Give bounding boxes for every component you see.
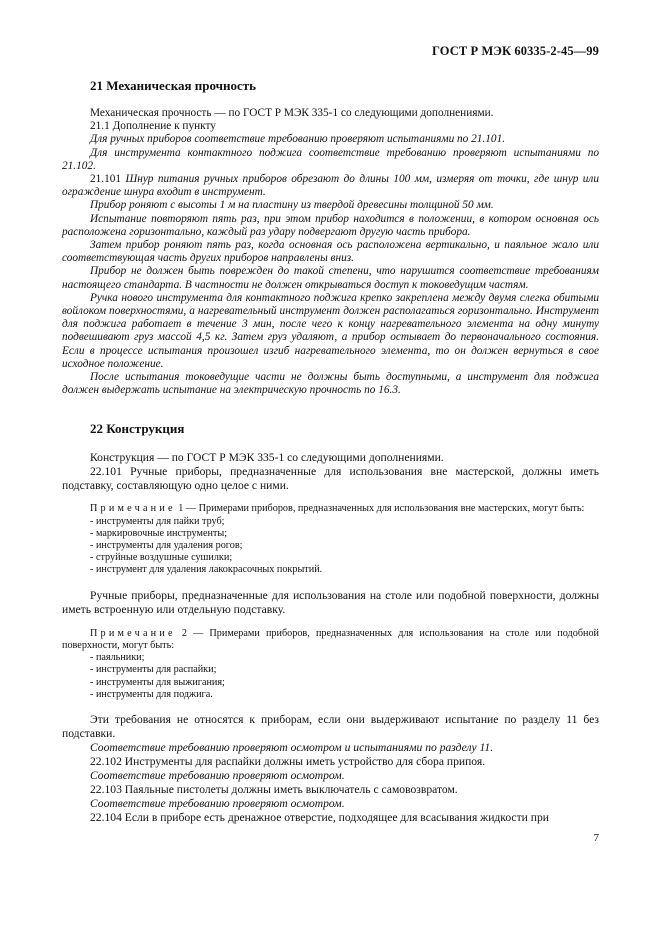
note-2 xyxy=(62,628,599,652)
paragraph: Механическая прочность — по ГОСТ Р МЭК 335-1 со следующими дополнениями. xyxy=(90,107,494,119)
paragraph: Соответствие требованию проверяют осмотром и испытаниями по разделу 11. xyxy=(90,740,494,754)
note-text: 2 — Примерами приборов, предназначенных для использования на столе или подобной поверхности, могут быть: xyxy=(62,627,599,651)
list-item: - струйные воздушные сушилки; xyxy=(90,552,233,564)
list-item: - инструменты для поджига. xyxy=(90,688,213,700)
paragraph: Соответствие требованию проверяют осмотром. xyxy=(90,796,345,810)
paragraph: Испытание повторяют пять раз, при этом прибор находится в положении, в котором основная ось расположена горизонтально, каждый раз удару подвергают другую часть прибора. xyxy=(62,212,599,238)
page-number: 7 xyxy=(593,832,599,844)
paragraph: 22.101 Ручные приборы, предназначенные для использования вне мастерской, должны иметь подставку, составляющую одно целое с ними. xyxy=(62,465,599,493)
list-item: - инструмент для удаления лакокрасочных покрытий. xyxy=(90,564,323,576)
paragraph: После испытания токоведущие части не должны быть доступными, а инструмент для поджига должен выдержать испытание на электрическую прочность по 16.3. xyxy=(62,371,599,397)
paragraph: 22.102 Инструменты для распайки должны иметь устройство для сбора припоя. xyxy=(90,754,486,768)
note-1-list xyxy=(62,516,599,577)
list-item: - инструменты для удаления рогов; xyxy=(90,540,243,552)
note-1 xyxy=(62,503,599,515)
section-21-title: 21 Механическая прочность xyxy=(90,78,257,93)
paragraph: Прибор не должен быть поврежден до такой степени, что нарушится соответствие требованиям настоящего стандарта. В частности не должен открываться доступ к токоведущим частям. xyxy=(62,265,599,291)
note-label: Примечание xyxy=(90,627,176,639)
note-2-list xyxy=(62,652,599,701)
paragraph: Прибор роняют с высоты 1 м на пластину из твердой древесины толщиной 50 мм. xyxy=(90,199,494,212)
list-item: - инструменты для пайки труб; xyxy=(90,515,225,527)
standard-header: ГОСТ Р МЭК 60335-2-45—99 xyxy=(432,44,599,58)
list-item: - паяльники; xyxy=(90,652,145,664)
list-item: - маркировочные инструменты; xyxy=(90,527,228,539)
paragraph: 22.103 Паяльные пистолеты должны иметь выключатель с самовозвратом. xyxy=(90,782,458,796)
list-item: - инструменты для выжигания; xyxy=(90,676,225,688)
paragraph: 22.104 Если в приборе есть дренажное отверстие, подходящее для всасывания жидкости при xyxy=(90,810,549,824)
paragraph: 21.1 Дополнение к пункту xyxy=(90,120,216,133)
list-item: - инструменты для распайки; xyxy=(90,664,217,676)
note-text: 1 — Примерами приборов, предназначенных для использования вне мастерских, могут быть: xyxy=(175,503,585,515)
paragraph: Эти требования не относятся к приборам, если они выдерживают испытание по разделу 11 без подставки. xyxy=(62,712,599,740)
paragraph xyxy=(62,173,599,199)
paragraph: Затем прибор роняют пять раз, когда основная ось расположена вертикально, и паяльное жало или соответствующая часть других приборов направлены вниз. xyxy=(62,239,599,265)
section-22-title: 22 Конструкция xyxy=(90,421,185,437)
clause-text: Шнур питания ручных приборов обрезают до длины 100 мм, измеряя от точки, где шнур или ограждение шнура входит в инструмент. xyxy=(62,173,600,199)
paragraph: Для ручных приборов соответствие требованию проверяют испытаниями по 21.101. xyxy=(90,133,506,146)
note-label: Примечание xyxy=(90,503,176,515)
paragraph: Для инструмента контактного поджига соответствие требованию проверяют испытаниями по 21.102. xyxy=(62,146,599,172)
page-content xyxy=(62,78,599,825)
paragraph: Соответствие требованию проверяют осмотром. xyxy=(90,768,345,782)
paragraph: Ручные приборы, предназначенные для использования на столе или подобной поверхности, должны иметь встроенную или отдельную подставку. xyxy=(62,588,599,616)
clause-number: 21.101 xyxy=(90,173,122,186)
paragraph: Конструкция — по ГОСТ Р МЭК 335-1 со следующими дополнениями. xyxy=(90,451,444,465)
paragraph: Ручка нового инструмента для контактного поджига крепко закреплена между двумя слегка обитыми войлоком поверхностями, а нагревательный инструмент должен располагаться горизонтально. Инструмент для поджига работает в течение 3 мин, после чего к концу нагревательного элемента на одну минуту подвешивают груз массой 4,5 кг. Затем груз удаляют, а прибор остывает до первоначального состояния. Если в процессе испытания произошел изгиб нагревательного элемента, то он должен вернуться в свое исходное положение. xyxy=(62,291,599,370)
